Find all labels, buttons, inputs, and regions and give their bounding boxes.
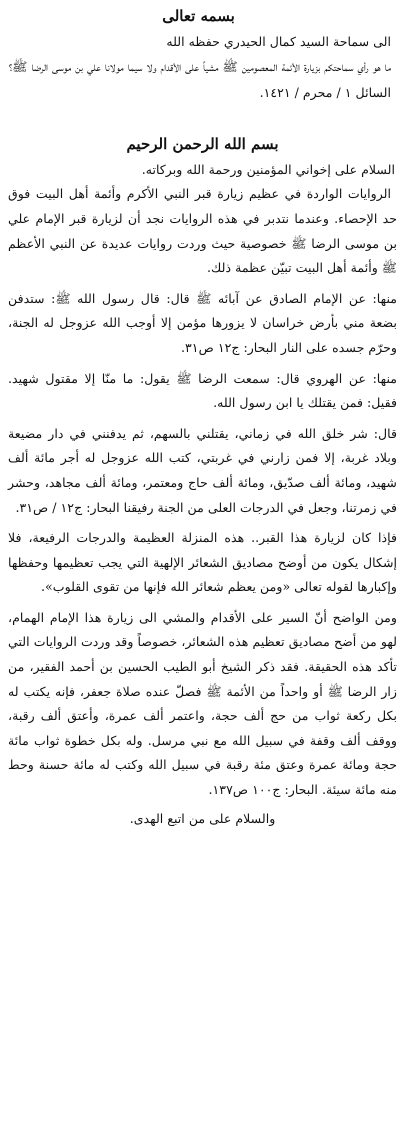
question-title: بسمه تعالى [162,7,235,25]
section-gap [8,106,397,134]
answer-paragraph-3: منها: عن الهروي قال: سمعت الرضا ﷺ يقول: ما منّا إلا مقتول شهيد. فقيل: فمن يقتلك يا ابن رسول الله. [8,370,397,411]
answer-greeting: السلام على إخواني المؤمنين ورحمة الله وبركاته. [141,161,395,177]
answer-paragraph-4: قال: شر خلق الله في زماني، يقتلني بالسهم، ثم يدفنني في دار مضيعة وبلاد غربة، إلا فمن زارني في غربتي، كتب الله عزوجل له أجر مائة ألف شهيد، ومائة ألف صدّيق، ومائة ألف حاج ومعتمر، ومائة ألف مجاهد، وحشر في زمرتنا، وجعل في الدرجات العلى من الجنة رفيقنا البحار: ج١٢ / ص٣١. [8,425,397,515]
addressee-line: الى سماحة السيد كمال الحيدري حفظه الله [166,34,391,49]
question-signature-date: السائل ١ / محرم / ١٤٢١. [259,85,391,101]
answer-closing: والسلام على من اتبع الهدى. [129,810,276,826]
question-text: ما هو رأي سماحتكم بزيارة الأئمة المعصومين ﷺ مشياً على الأقدام ولا سيما مولانا علي بن موسى الرضا ﷺ؟ [8,58,391,74]
answer-paragraph-1: الروايات الواردة في عظيم زيارة قبر النبي الأكرم وأئمة أهل البيت فوق حد الإحصاء. وعندما نتدبر في هذه الروايات نجد أن لزيارة قبر الإمام علي بن موسى الرضا ﷺ خصوصية حيث وردت روايات عديدة عن النبي الأعظم ﷺ وأئمة أهل البيت تبيّن عظمة ذلك. [8,186,397,276]
answer-paragraph-5: فإذا كان لزيارة هذا القبر.. هذه المنزلة العظيمة والدرجات الرفيعة، فلا إشكال يكون من أوضح مصاديق الشعائر الإلهية التي يجب تعظيمها وحفظها وإكبارها لقوله تعالى «ومن يعظم شعائر الله فإنها من تقوى القلوب». [8,530,397,595]
answer-paragraph-2: منها: عن الإمام الصادق عن آبائه ﷺ قال: قال رسول الله ﷺ: ستدفن بضعة مني بأرض خراسان لا يزورها مؤمن إلا أوجب الله عزوجل له الجنة، وحرّم جسده على النار البحار: ج١٢ ص٣١. [8,290,397,355]
answer-paragraph-6: ومن الواضح أنّ السير على الأقدام والمشي الى زيارة هذا الإمام الهمام، لهو من أضح مصاديق تعظيم هذه الشعائر، خصوصاً وقد وردت الروايات التي تأكد هذه الحقيقة. فقد ذكر الشيخ أبو الطيب الحسين بن أحمد الفقير، من زار الرضا ﷺ أو واحداً من الأئمة ﷺ فصلّ عنده صلاة جعفر، فإنه يكتب له بكل ركعة ثواب من حج ألف حجة، واعتمر ألف عمرة، وأعتق ألف رقبة، ووقف ألف وقفة في سبيل الله مع نبي مرسل. وله بكل خطوة ثواب مائة حجة ومائة عمرة وعتق مئة رقبة في سبيل الله وكتب له مائة حسنة وحط منه مائة سيئة. البحار: ج١٠٠ ص١٣٧. [8,609,397,798]
answer-basmala: بسم الله الرحمن الرحيم [126,134,279,153]
